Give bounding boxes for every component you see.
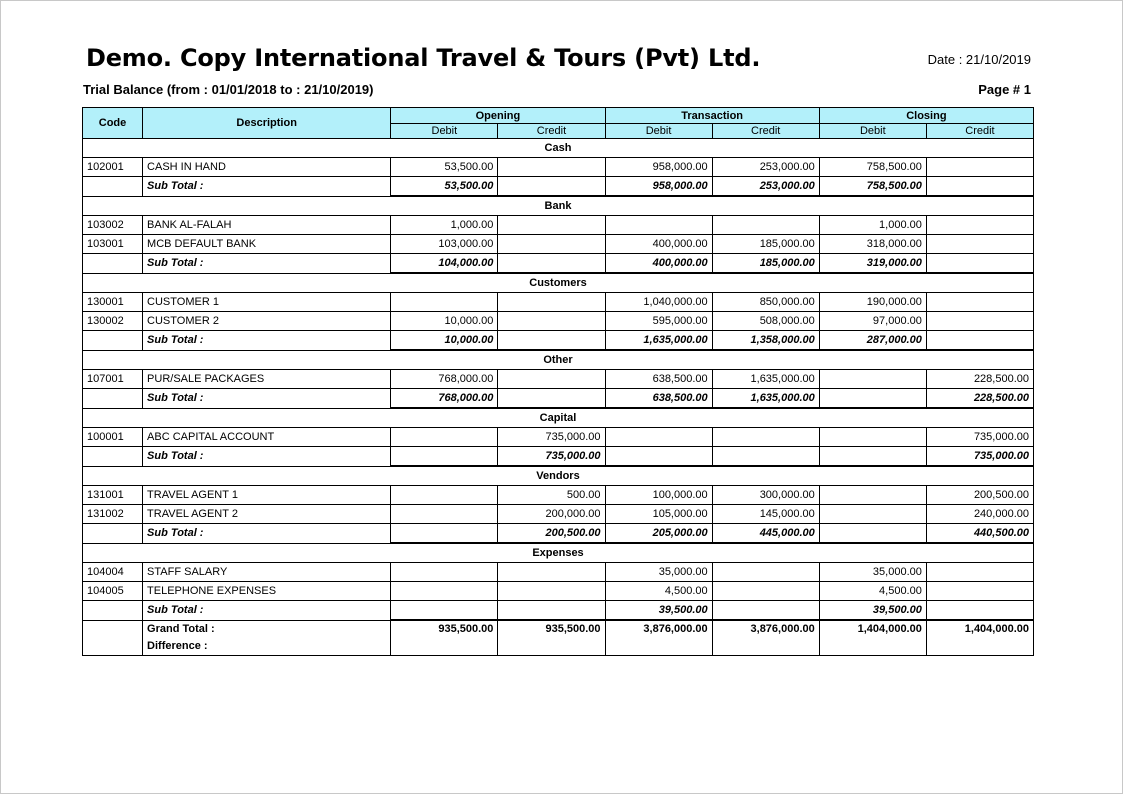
account-description: BANK AL-FALAH — [143, 216, 391, 235]
section-header-row — [83, 273, 1034, 293]
account-code: 100001 — [83, 428, 143, 447]
section-title: Capital — [83, 408, 1034, 428]
section-header-row — [83, 466, 1034, 486]
amount-cell — [498, 158, 605, 177]
account-code: 131001 — [83, 486, 143, 505]
subtotal-label: Sub Total : — [143, 447, 391, 467]
subtotal-amount: 400,000.00 — [605, 254, 712, 274]
grand-total-row — [83, 620, 1034, 655]
account-row — [83, 486, 1034, 505]
amount-cell: 400,000.00 — [605, 235, 712, 254]
subtotal-row — [83, 177, 1034, 197]
subtotal-row — [83, 447, 1034, 467]
subtotal-amount: 253,000.00 — [712, 177, 819, 197]
subtotal-amount: 185,000.00 — [712, 254, 819, 274]
subtotal-amount: 735,000.00 — [926, 447, 1033, 467]
amount-cell: 145,000.00 — [712, 505, 819, 524]
subtotal-code-blank — [83, 524, 143, 544]
subtotal-amount — [498, 389, 605, 409]
amount-cell: 850,000.00 — [712, 293, 819, 312]
subtotal-amount — [926, 254, 1033, 274]
difference-text: Difference : — [147, 639, 208, 652]
subtotal-amount — [605, 447, 712, 467]
account-description: STAFF SALARY — [143, 563, 391, 582]
amount-cell — [712, 582, 819, 601]
amount-cell: 638,500.00 — [605, 370, 712, 389]
subtotal-amount: 1,635,000.00 — [712, 389, 819, 409]
amount-cell: 318,000.00 — [819, 235, 926, 254]
grand-total-amount: 935,500.00 — [498, 620, 605, 655]
account-description: CUSTOMER 2 — [143, 312, 391, 331]
account-description: CASH IN HAND — [143, 158, 391, 177]
section-title: Customers — [83, 273, 1034, 293]
subtotal-amount: 10,000.00 — [391, 331, 498, 351]
amount-cell: 958,000.00 — [605, 158, 712, 177]
subtotal-code-blank — [83, 254, 143, 274]
subtotal-amount: 39,500.00 — [605, 601, 712, 621]
amount-cell — [926, 312, 1033, 331]
amount-cell: 185,000.00 — [712, 235, 819, 254]
amount-cell: 508,000.00 — [712, 312, 819, 331]
amount-cell — [819, 505, 926, 524]
subtotal-row — [83, 389, 1034, 409]
subtotal-amount — [391, 524, 498, 544]
account-row — [83, 370, 1034, 389]
subtotal-amount — [391, 447, 498, 467]
section-header-row — [83, 196, 1034, 216]
amount-cell — [391, 582, 498, 601]
amount-cell — [498, 582, 605, 601]
subtotal-amount: 104,000.00 — [391, 254, 498, 274]
section-title: Other — [83, 350, 1034, 370]
subtotal-label: Sub Total : — [143, 601, 391, 621]
section-title: Cash — [83, 139, 1034, 158]
amount-cell: 100,000.00 — [605, 486, 712, 505]
subtotal-code-blank — [83, 601, 143, 621]
amount-cell: 4,500.00 — [605, 582, 712, 601]
section-header-row — [83, 350, 1034, 370]
subtotal-amount: 445,000.00 — [712, 524, 819, 544]
subtotal-amount — [712, 601, 819, 621]
account-description: PUR/SALE PACKAGES — [143, 370, 391, 389]
amount-cell — [926, 158, 1033, 177]
account-row — [83, 563, 1034, 582]
amount-cell — [391, 486, 498, 505]
subtotal-amount: 319,000.00 — [819, 254, 926, 274]
amount-cell: 190,000.00 — [819, 293, 926, 312]
subtotal-amount — [819, 447, 926, 467]
amount-cell: 200,500.00 — [926, 486, 1033, 505]
header-opening-debit: Debit — [391, 124, 498, 139]
subtotal-amount: 53,500.00 — [391, 177, 498, 197]
account-row — [83, 505, 1034, 524]
section-header-row — [83, 408, 1034, 428]
amount-cell: 1,000.00 — [819, 216, 926, 235]
header-opening-credit: Credit — [498, 124, 605, 139]
subtotal-amount — [498, 601, 605, 621]
amount-cell — [498, 370, 605, 389]
subtotal-amount: 1,358,000.00 — [712, 331, 819, 351]
header-transaction-debit: Debit — [605, 124, 712, 139]
grand-total-amount: 3,876,000.00 — [712, 620, 819, 655]
account-row — [83, 312, 1034, 331]
account-description: CUSTOMER 1 — [143, 293, 391, 312]
subtotal-amount — [391, 601, 498, 621]
subtotal-amount — [926, 177, 1033, 197]
section-header-row — [83, 543, 1034, 563]
subtotal-row — [83, 601, 1034, 621]
subtotal-label: Sub Total : — [143, 254, 391, 274]
report-date: Date : 21/10/2019 — [927, 52, 1031, 67]
amount-cell: 300,000.00 — [712, 486, 819, 505]
amount-cell — [819, 370, 926, 389]
amount-cell — [926, 216, 1033, 235]
subtotal-amount — [498, 177, 605, 197]
header-closing-debit: Debit — [819, 124, 926, 139]
amount-cell — [926, 563, 1033, 582]
table-body — [83, 139, 1034, 656]
amount-cell: 200,000.00 — [498, 505, 605, 524]
amount-cell: 1,040,000.00 — [605, 293, 712, 312]
subtotal-amount: 1,635,000.00 — [605, 331, 712, 351]
header-code: Code — [83, 108, 143, 139]
account-code: 130001 — [83, 293, 143, 312]
account-code: 103002 — [83, 216, 143, 235]
header-closing: Closing — [819, 108, 1033, 124]
amount-cell: 240,000.00 — [926, 505, 1033, 524]
account-code: 102001 — [83, 158, 143, 177]
subtotal-amount — [926, 331, 1033, 351]
account-row — [83, 158, 1034, 177]
account-description: MCB DEFAULT BANK — [143, 235, 391, 254]
report-title: Trial Balance (from : 01/01/2018 to : 21/10/2019) — [83, 82, 374, 97]
grand-total-text: Grand Total : — [147, 622, 215, 635]
amount-cell — [498, 235, 605, 254]
account-row — [83, 428, 1034, 447]
amount-cell — [391, 563, 498, 582]
subtotal-amount: 958,000.00 — [605, 177, 712, 197]
amount-cell — [926, 293, 1033, 312]
header-opening: Opening — [391, 108, 605, 124]
grand-total-code-blank — [83, 620, 143, 655]
account-code: 104004 — [83, 563, 143, 582]
section-header-row — [83, 139, 1034, 158]
amount-cell: 10,000.00 — [391, 312, 498, 331]
account-code: 103001 — [83, 235, 143, 254]
header-description: Description — [143, 108, 391, 139]
amount-cell — [712, 428, 819, 447]
amount-cell: 758,500.00 — [819, 158, 926, 177]
subtotal-amount: 205,000.00 — [605, 524, 712, 544]
amount-cell — [926, 235, 1033, 254]
subtotal-amount: 758,500.00 — [819, 177, 926, 197]
account-row — [83, 235, 1034, 254]
subtotal-label: Sub Total : — [143, 177, 391, 197]
grand-total-label — [143, 620, 391, 655]
amount-cell — [926, 582, 1033, 601]
subtotal-row — [83, 524, 1034, 544]
amount-cell — [605, 216, 712, 235]
amount-cell — [391, 428, 498, 447]
subtotal-amount: 39,500.00 — [819, 601, 926, 621]
amount-cell — [712, 563, 819, 582]
amount-cell: 735,000.00 — [926, 428, 1033, 447]
amount-cell: 228,500.00 — [926, 370, 1033, 389]
section-title: Expenses — [83, 543, 1034, 563]
account-code: 131002 — [83, 505, 143, 524]
account-row — [83, 293, 1034, 312]
subtotal-amount: 440,500.00 — [926, 524, 1033, 544]
amount-cell — [605, 428, 712, 447]
amount-cell — [391, 293, 498, 312]
subtotal-amount: 638,500.00 — [605, 389, 712, 409]
section-title: Bank — [83, 196, 1034, 216]
amount-cell: 500.00 — [498, 486, 605, 505]
section-title: Vendors — [83, 466, 1034, 486]
grand-total-amount: 935,500.00 — [391, 620, 498, 655]
subtotal-amount — [926, 601, 1033, 621]
subtotal-code-blank — [83, 389, 143, 409]
account-code: 130002 — [83, 312, 143, 331]
amount-cell: 35,000.00 — [819, 563, 926, 582]
amount-cell: 35,000.00 — [605, 563, 712, 582]
subtotal-amount — [498, 331, 605, 351]
account-code: 104005 — [83, 582, 143, 601]
amount-cell — [391, 505, 498, 524]
trial-balance-table — [82, 107, 1034, 656]
amount-cell — [498, 216, 605, 235]
amount-cell: 1,635,000.00 — [712, 370, 819, 389]
amount-cell: 1,000.00 — [391, 216, 498, 235]
grand-total-amount: 1,404,000.00 — [926, 620, 1033, 655]
subtotal-amount — [712, 447, 819, 467]
subtotal-label: Sub Total : — [143, 389, 391, 409]
amount-cell — [498, 312, 605, 331]
account-row — [83, 582, 1034, 601]
amount-cell: 595,000.00 — [605, 312, 712, 331]
account-row — [83, 216, 1034, 235]
page-number: Page # 1 — [978, 82, 1031, 97]
subtotal-amount: 735,000.00 — [498, 447, 605, 467]
subtotal-label: Sub Total : — [143, 331, 391, 351]
subtotal-amount — [498, 254, 605, 274]
account-description: TELEPHONE EXPENSES — [143, 582, 391, 601]
subtotal-amount: 287,000.00 — [819, 331, 926, 351]
header-transaction: Transaction — [605, 108, 819, 124]
amount-cell: 53,500.00 — [391, 158, 498, 177]
amount-cell — [498, 563, 605, 582]
subtotal-amount: 768,000.00 — [391, 389, 498, 409]
amount-cell: 735,000.00 — [498, 428, 605, 447]
account-description: ABC CAPITAL ACCOUNT — [143, 428, 391, 447]
amount-cell: 253,000.00 — [712, 158, 819, 177]
amount-cell: 768,000.00 — [391, 370, 498, 389]
table-header — [83, 108, 1034, 139]
subtotal-row — [83, 331, 1034, 351]
subtotal-amount — [819, 524, 926, 544]
grand-total-amount: 1,404,000.00 — [819, 620, 926, 655]
amount-cell — [712, 216, 819, 235]
account-code: 107001 — [83, 370, 143, 389]
header-closing-credit: Credit — [926, 124, 1033, 139]
account-description: TRAVEL AGENT 1 — [143, 486, 391, 505]
subtotal-amount: 200,500.00 — [498, 524, 605, 544]
subtotal-row — [83, 254, 1034, 274]
subtotal-code-blank — [83, 447, 143, 467]
amount-cell: 105,000.00 — [605, 505, 712, 524]
subtotal-amount: 228,500.00 — [926, 389, 1033, 409]
amount-cell — [498, 293, 605, 312]
subtotal-code-blank — [83, 331, 143, 351]
subtotal-code-blank — [83, 177, 143, 197]
header-transaction-credit: Credit — [712, 124, 819, 139]
subtotal-label: Sub Total : — [143, 524, 391, 544]
grand-total-amount: 3,876,000.00 — [605, 620, 712, 655]
amount-cell: 103,000.00 — [391, 235, 498, 254]
company-title: Demo. Copy International Travel & Tours (Pvt) Ltd. — [86, 44, 761, 72]
amount-cell — [819, 486, 926, 505]
account-description: TRAVEL AGENT 2 — [143, 505, 391, 524]
subtotal-amount — [819, 389, 926, 409]
amount-cell: 4,500.00 — [819, 582, 926, 601]
amount-cell: 97,000.00 — [819, 312, 926, 331]
amount-cell — [819, 428, 926, 447]
